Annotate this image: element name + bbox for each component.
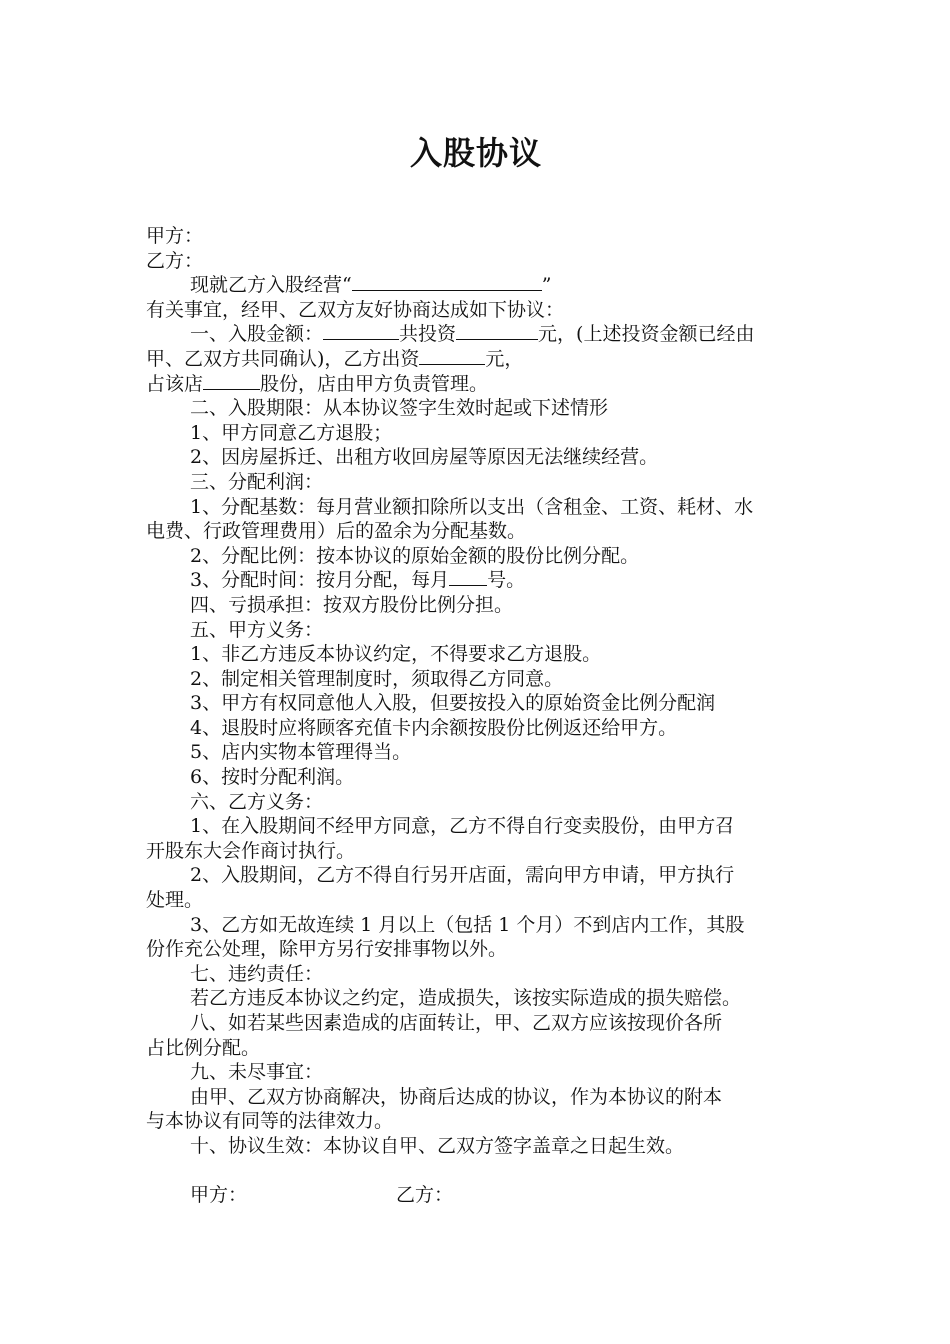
section-9-item-1: 由甲、乙双方协商解决，协商后达成的协议，作为本协议的附本 bbox=[190, 1085, 723, 1108]
section-3-item-1: 1、分配基数：每月营业额扣除所以支出（含租金、工资、耗材、水 bbox=[190, 495, 754, 518]
section-5-item-6: 6、按时分配利润。 bbox=[190, 766, 355, 789]
section-3-heading: 三、分配利润： bbox=[190, 470, 324, 493]
signature-party-a: 甲方： bbox=[190, 1184, 248, 1207]
section-6-item-2: 2、入股期间，乙方不得自行另开店面，需向甲方申请，甲方执行 bbox=[190, 864, 735, 887]
section-6-item-2-cont: 处理。 bbox=[146, 889, 204, 912]
section-6-item-1: 1、在入股期间不经甲方同意，乙方不得自行变卖股份，由甲方召 bbox=[190, 815, 735, 838]
section-6-item-1-cont: 开股东大会作商讨执行。 bbox=[146, 839, 356, 862]
intro-line-2: 有关事宜，经甲、乙双方友好协商达成如下协议： bbox=[146, 298, 565, 321]
section-4-heading: 四、亏损承担：按双方股份比例分担。 bbox=[190, 593, 514, 616]
section-9-heading: 九、未尽事宜： bbox=[190, 1061, 324, 1084]
total-investment-blank[interactable] bbox=[456, 322, 538, 340]
intro-text: 现就乙方入股经营“ bbox=[190, 274, 352, 297]
signature-line bbox=[146, 1183, 816, 1208]
intro-line bbox=[146, 273, 816, 298]
section-3-item-3-text: 3、分配时间：按月分配，每月 bbox=[190, 569, 450, 592]
section-3-item-3-text-2: 号。 bbox=[487, 569, 526, 592]
section-3-item-3 bbox=[146, 568, 816, 593]
section-5-item-4: 4、退股时应将顾客充值卡内余额按股份比例返还给甲方。 bbox=[190, 716, 678, 739]
section-1-text-5: 占该店 bbox=[146, 372, 204, 395]
document-body bbox=[146, 224, 816, 1208]
intro-quote-close: ” bbox=[541, 274, 552, 297]
section-1-text-3: 甲、乙双方共同确认)，乙方出资 bbox=[146, 347, 420, 370]
section-6-item-3: 3、乙方如无故连续 1 月以上（包括 1 个月）不到店内工作，其股 bbox=[190, 913, 745, 936]
section-1-text-2: 元，(上述投资金额已经由 bbox=[538, 323, 755, 346]
section-7-heading: 七、违约责任： bbox=[190, 962, 324, 985]
section-1-text: 共投资 bbox=[399, 323, 457, 346]
section-2-heading: 二、入股期限：从本协议签字生效时起或下述情形 bbox=[190, 397, 609, 420]
section-3-item-1-cont: 电费、行政管理费用）后的盈余为分配基数。 bbox=[146, 520, 527, 543]
document-title: 入股协议 bbox=[409, 134, 542, 172]
party-b-contribution-blank[interactable] bbox=[419, 347, 485, 365]
section-6-heading: 六、乙方义务： bbox=[190, 790, 324, 813]
section-3-item-2: 2、分配比例：按本协议的原始金额的股份比例分配。 bbox=[190, 544, 640, 567]
share-percent-blank[interactable] bbox=[203, 372, 260, 390]
section-1-text-6: 股份，店由甲方负责管理。 bbox=[260, 372, 489, 395]
section-5-item-1: 1、非乙方违反本协议约定，不得要求乙方退股。 bbox=[190, 643, 602, 666]
shop-name-blank[interactable] bbox=[352, 273, 542, 291]
section-8-cont: 占比例分配。 bbox=[146, 1036, 261, 1059]
section-9-item-1-cont: 与本协议有同等的法律效力。 bbox=[146, 1110, 394, 1133]
investment-amount-blank[interactable] bbox=[323, 322, 399, 340]
party-b-line: 乙方： bbox=[146, 249, 204, 272]
section-2-item-2: 2、因房屋拆迁、出租方收回房屋等原因无法继续经营。 bbox=[190, 446, 659, 469]
payout-day-blank[interactable] bbox=[449, 568, 487, 586]
section-2-item-1: 1、甲方同意乙方退股； bbox=[190, 421, 393, 444]
section-5-heading: 五、甲方义务： bbox=[190, 618, 324, 641]
section-1-line-1 bbox=[146, 322, 816, 347]
section-5-item-3: 3、甲方有权同意他人入股，但要按投入的原始资金比例分配润 bbox=[190, 692, 716, 715]
signature-party-b: 乙方： bbox=[396, 1184, 454, 1207]
section-7-item-1: 若乙方违反本协议之约定，造成损失，该按实际造成的损失赔偿。 bbox=[190, 987, 742, 1010]
section-1-line-3 bbox=[146, 372, 816, 397]
section-1-label: 一、入股金额： bbox=[190, 323, 324, 346]
section-5-item-5: 5、店内实物本管理得当。 bbox=[190, 741, 412, 764]
spacer bbox=[146, 1159, 816, 1184]
section-6-item-3-cont: 份作充公处理，除甲方另行安排事物以外。 bbox=[146, 938, 508, 961]
section-1-line-2 bbox=[146, 347, 816, 372]
section-8-heading: 八、如若某些因素造成的店面转让，甲、乙双方应该按现价各所 bbox=[190, 1012, 723, 1034]
section-5-item-2: 2、制定相关管理制度时，须取得乙方同意。 bbox=[190, 667, 564, 690]
section-10-heading: 十、协议生效：本协议自甲、乙双方签字盖章之日起生效。 bbox=[190, 1134, 685, 1157]
party-a-line: 甲方： bbox=[146, 225, 204, 247]
section-1-text-4: 元， bbox=[485, 347, 524, 370]
